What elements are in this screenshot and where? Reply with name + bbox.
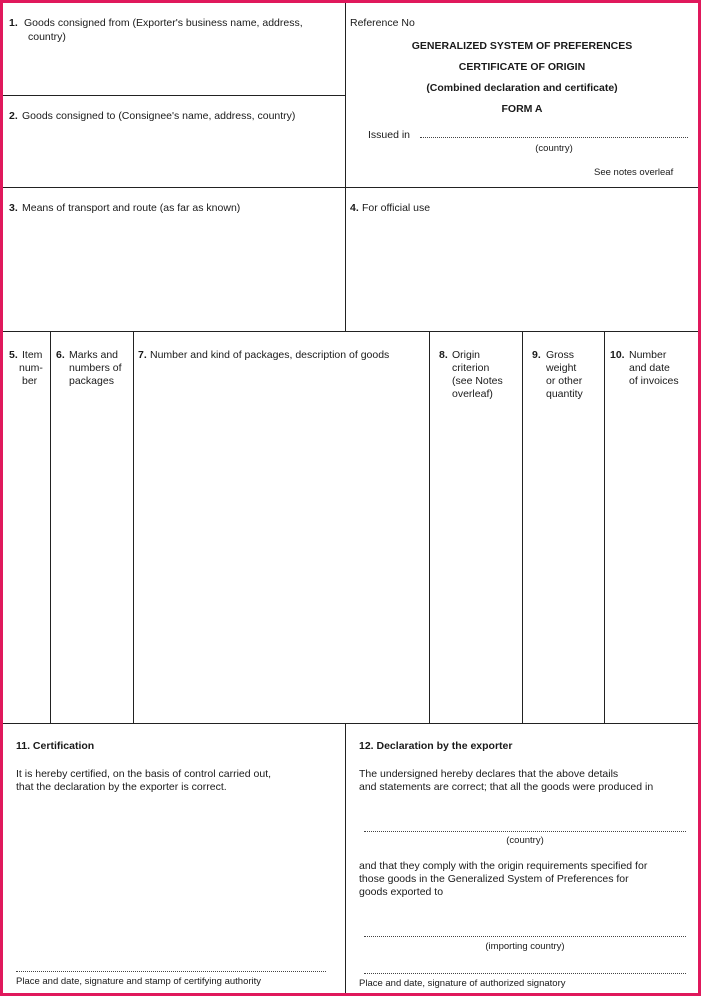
goods-consigned-from-field[interactable] — [3, 3, 345, 95]
certification-text: It is hereby certified, on the basis of control carried out, — [16, 768, 272, 780]
importing-country-input[interactable] — [364, 936, 686, 937]
gross-weight-column[interactable] — [523, 332, 604, 723]
column-label: quantity — [546, 388, 583, 400]
reference-label: Reference No — [350, 17, 415, 29]
column-label: Number — [629, 349, 667, 361]
column-label: Origin — [452, 349, 481, 361]
field-number: 6. — [56, 349, 65, 361]
column-label: or other — [546, 375, 583, 387]
certification-text: that the declaration by the exporter is correct. — [16, 781, 227, 793]
transport-route-field[interactable] — [3, 188, 345, 331]
column-label: ber — [22, 375, 38, 387]
exporter-declaration-section[interactable] — [346, 724, 698, 993]
field-label: Means of transport and route (as far as known) — [22, 202, 241, 214]
section-title: 12. Declaration by the exporter — [359, 740, 513, 752]
column-label: Marks and — [69, 349, 119, 361]
country-caption: (country) — [506, 835, 544, 846]
issued-in-input[interactable] — [420, 137, 688, 138]
field-label: Goods consigned to (Consignee's name, address, country) — [22, 110, 296, 122]
official-use-field[interactable] — [346, 188, 698, 331]
column-label: overleaf) — [452, 388, 493, 400]
item-number-column[interactable] — [3, 332, 50, 723]
column-label: (see Notes — [452, 375, 503, 387]
column-label: Item — [22, 349, 43, 361]
field-number: 8. — [439, 349, 448, 361]
signature-caption: Place and date, signature of authorized signatory — [359, 978, 566, 989]
column-label: criterion — [452, 362, 490, 374]
see-notes: See notes overleaf — [594, 167, 674, 178]
declaration-text: those goods in the Generalized System of Preferences for — [359, 873, 629, 885]
certificate-header — [346, 3, 698, 187]
form-name: FORM A — [501, 103, 543, 115]
column-label: numbers of — [69, 362, 122, 374]
form-subtitle: (Combined declaration and certificate) — [426, 82, 618, 94]
field-number: 7. — [138, 349, 147, 361]
certification-section[interactable] — [3, 724, 345, 993]
column-label: Number and kind of packages, description of goods — [150, 349, 390, 361]
form-title: CERTIFICATE OF ORIGIN — [458, 61, 586, 73]
column-label: Gross — [546, 349, 575, 361]
declaration-text: goods exported to — [359, 886, 444, 898]
origin-criterion-column[interactable] — [430, 332, 522, 723]
field-label: For official use — [362, 202, 431, 214]
field-label: Goods consigned from (Exporter's business name, address, — [24, 17, 303, 29]
packages-description-column[interactable] — [134, 332, 429, 723]
declaration-text: The undersigned hereby declares that the above details — [359, 768, 619, 780]
column-label: and date — [629, 362, 670, 374]
field-number: 3. — [9, 202, 18, 214]
field-number: 5. — [9, 349, 18, 361]
field-number: 9. — [532, 349, 541, 361]
field-label: country) — [28, 31, 66, 43]
marks-numbers-column[interactable] — [51, 332, 133, 723]
field-number: 10. — [610, 349, 625, 361]
certifying-signature-line[interactable] — [16, 971, 326, 972]
country-input[interactable] — [364, 831, 686, 832]
section-title: 11. Certification — [16, 740, 95, 752]
column-label: packages — [69, 375, 114, 387]
column-label: num- — [19, 362, 43, 374]
goods-consigned-to-field[interactable] — [3, 96, 345, 187]
column-label: of invoices — [629, 375, 679, 387]
invoices-column[interactable] — [605, 332, 698, 723]
field-number: 2. — [9, 110, 18, 122]
country-caption: (country) — [535, 143, 573, 154]
signature-caption: Place and date, signature and stamp of certifying authority — [16, 976, 262, 987]
exporter-signature-line[interactable] — [364, 973, 686, 974]
declaration-text: and that they comply with the origin requirements specified for — [359, 860, 648, 872]
issued-in-label: Issued in — [368, 129, 411, 141]
declaration-text: and statements are correct; that all the goods were produced in — [359, 781, 654, 793]
importing-country-caption: (importing country) — [485, 941, 565, 952]
column-label: weight — [546, 362, 577, 374]
form-title: GENERALIZED SYSTEM OF PREFERENCES — [411, 40, 633, 52]
field-number: 4. — [350, 202, 359, 214]
field-number: 1. — [9, 17, 18, 29]
